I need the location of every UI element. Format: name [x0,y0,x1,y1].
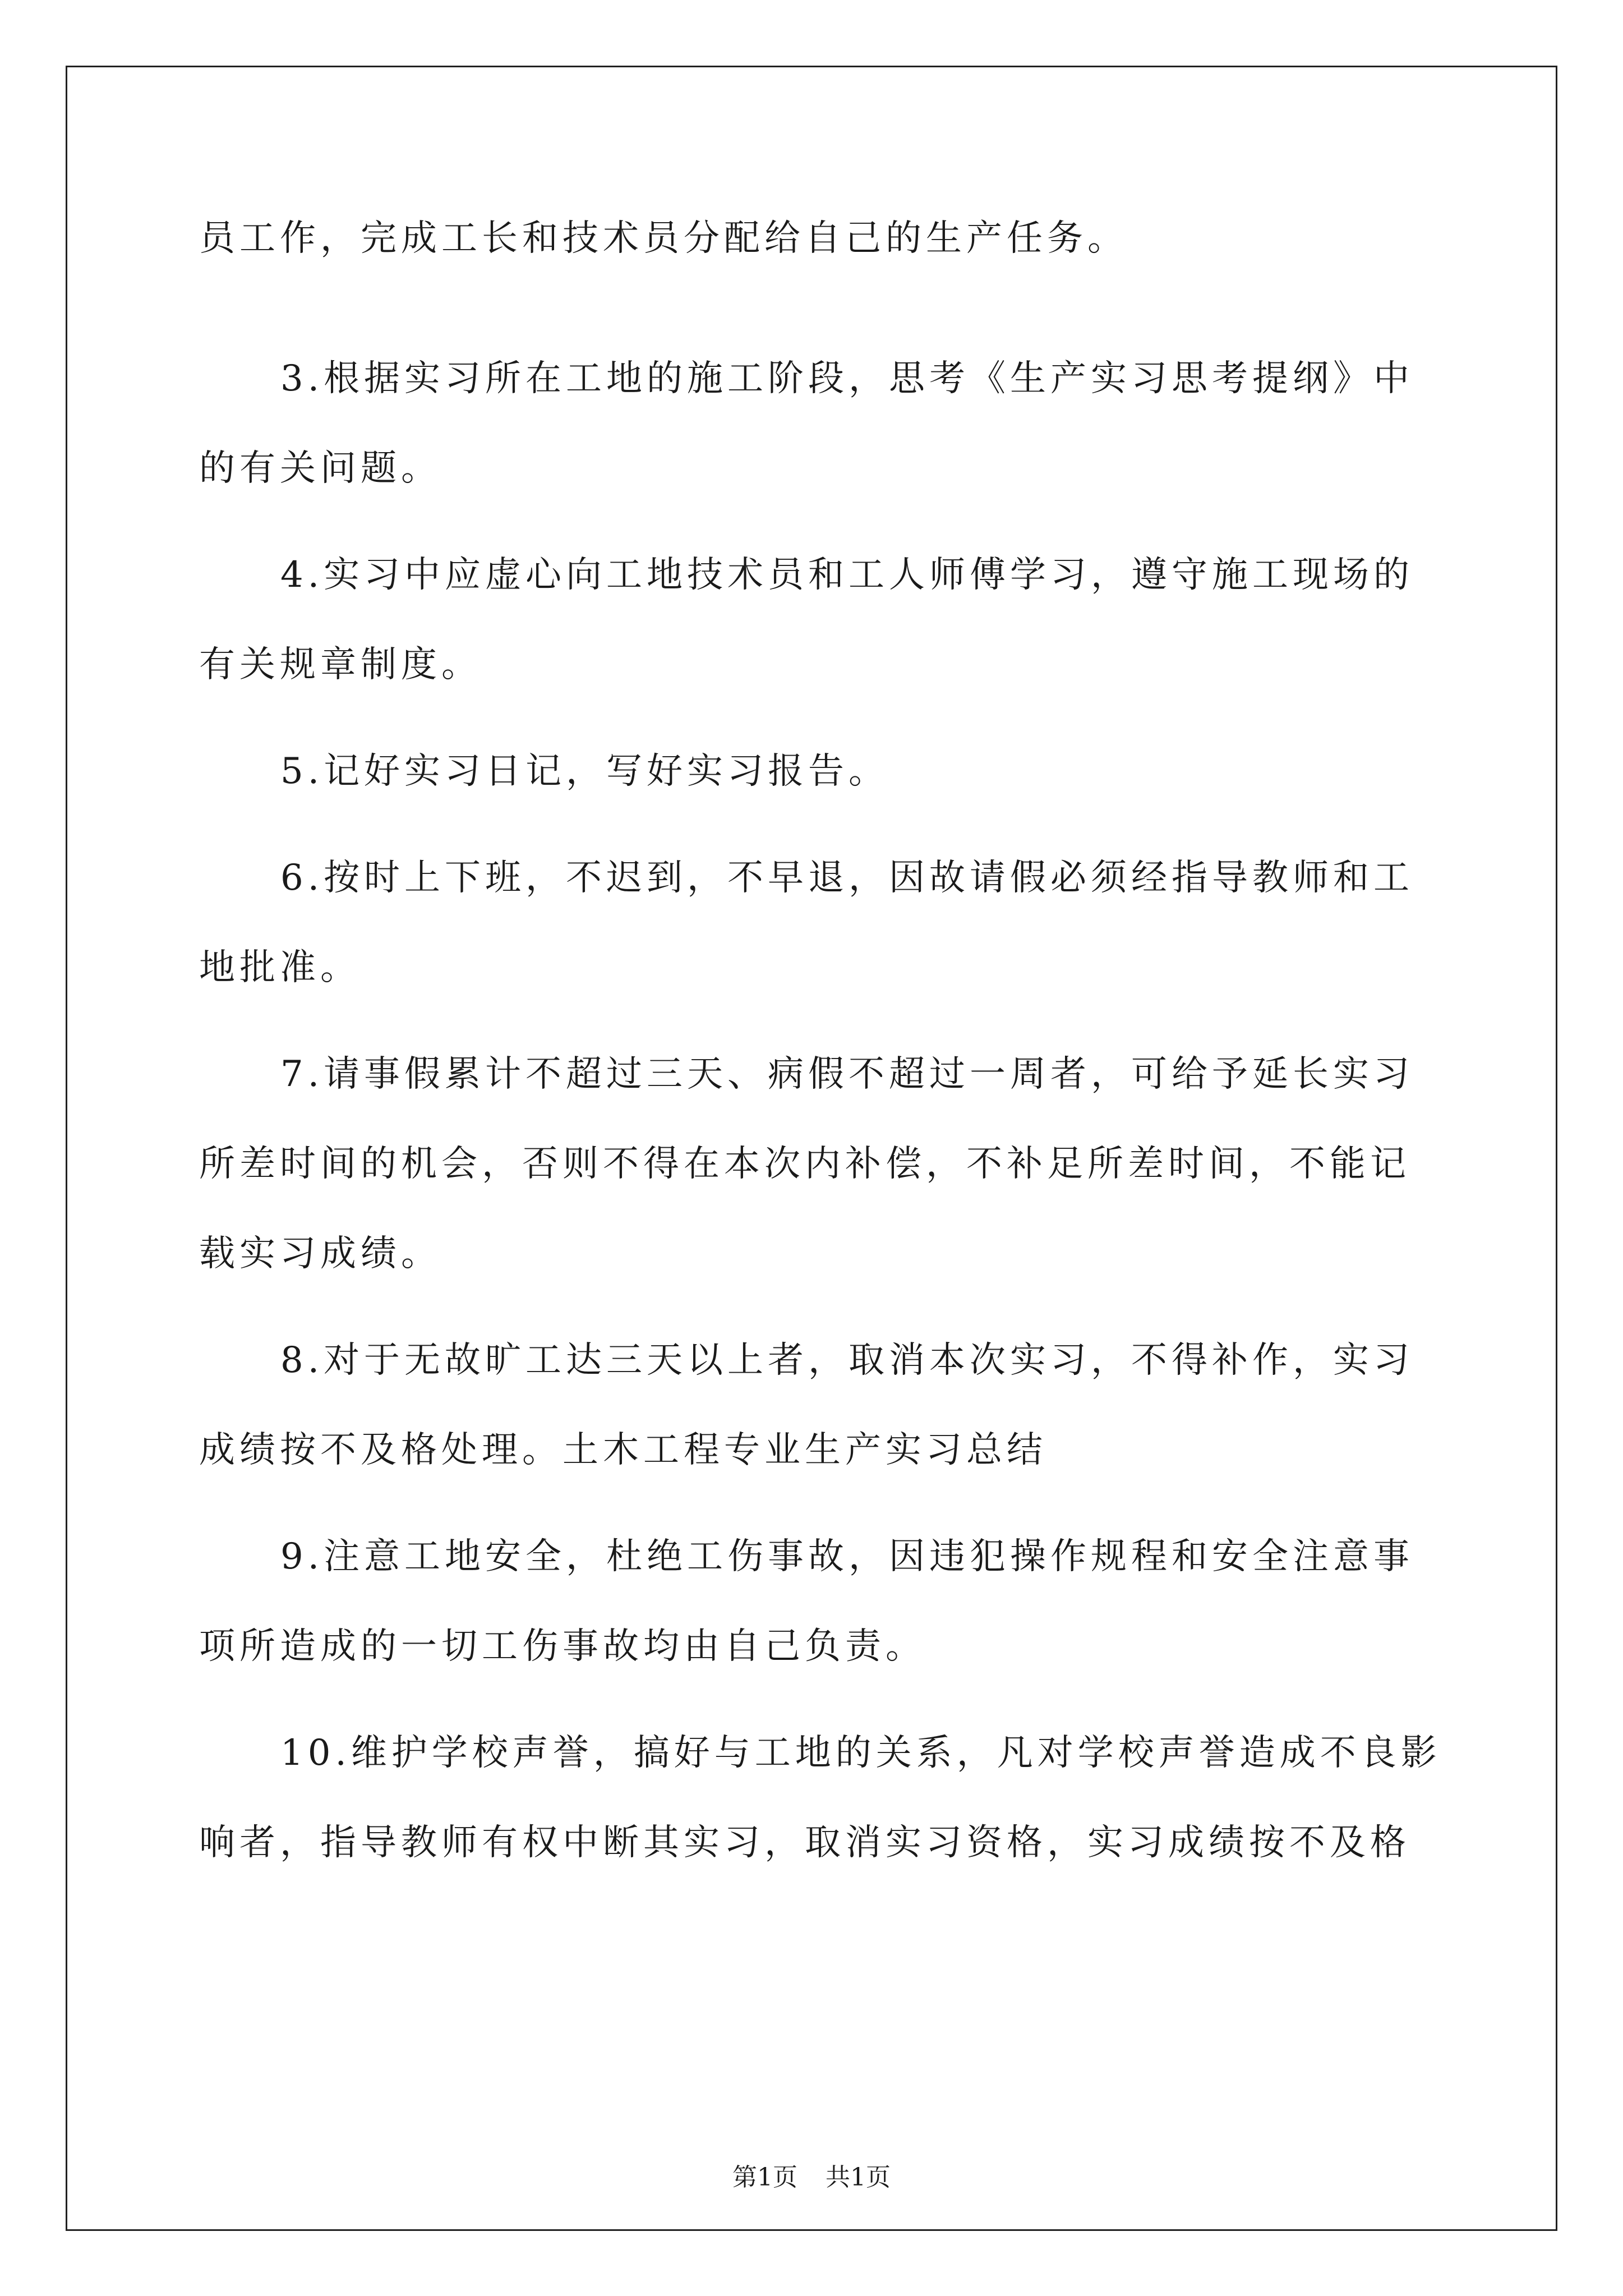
text-line: 有关规章制度。 [199,644,482,685]
text-line: 9.注意工地安全，杜绝工伤事故，因违犯操作规程和安全注意事 [280,1536,1414,1577]
text-line: 载实习成绩。 [199,1233,441,1274]
text-line: 10.维护学校声誉，搞好与工地的关系，凡对学校声誉造成不良影 [280,1732,1441,1774]
text-line: 地批准。 [199,947,361,988]
page-number: 第1页 [732,2163,797,2192]
text-line: 的有关问题。 [199,448,441,489]
text-line: 4.实习中应虚心向工地技术员和工人师傅学习，遵守施工现场的 [280,554,1414,596]
page-total: 共1页 [826,2163,891,2192]
text-line: 所差时间的机会，否则不得在本次内补偿，不补足所差时间，不能记 [199,1143,1410,1185]
text-line: 员工作，完成工长和技术员分配给自己的生产任务。 [199,218,1128,259]
page-footer [0,2161,1623,2194]
text-line: 响者，指导教师有权中断其实习，取消实习资格，实习成绩按不及格 [199,1822,1410,1864]
text-line: 成绩按不及格处理。土木工程专业生产实习总结 [199,1429,1047,1471]
text-line: 项所造成的一切工伤事故均由自己负责。 [199,1626,926,1667]
text-line: 6.按时上下班，不迟到，不早退，因故请假必须经指导教师和工 [280,857,1414,899]
text-line: 8.对于无故旷工达三天以上者，取消本次实习，不得补作，实习 [280,1340,1414,1381]
text-line: 5.记好实习日记，写好实习报告。 [280,751,889,792]
text-line: 3.根据实习所在工地的施工阶段，思考《生产实习思考提纲》中 [280,358,1414,399]
text-line: 7.请事假累计不超过三天、病假不超过一周者，可给予延长实习 [280,1053,1414,1095]
